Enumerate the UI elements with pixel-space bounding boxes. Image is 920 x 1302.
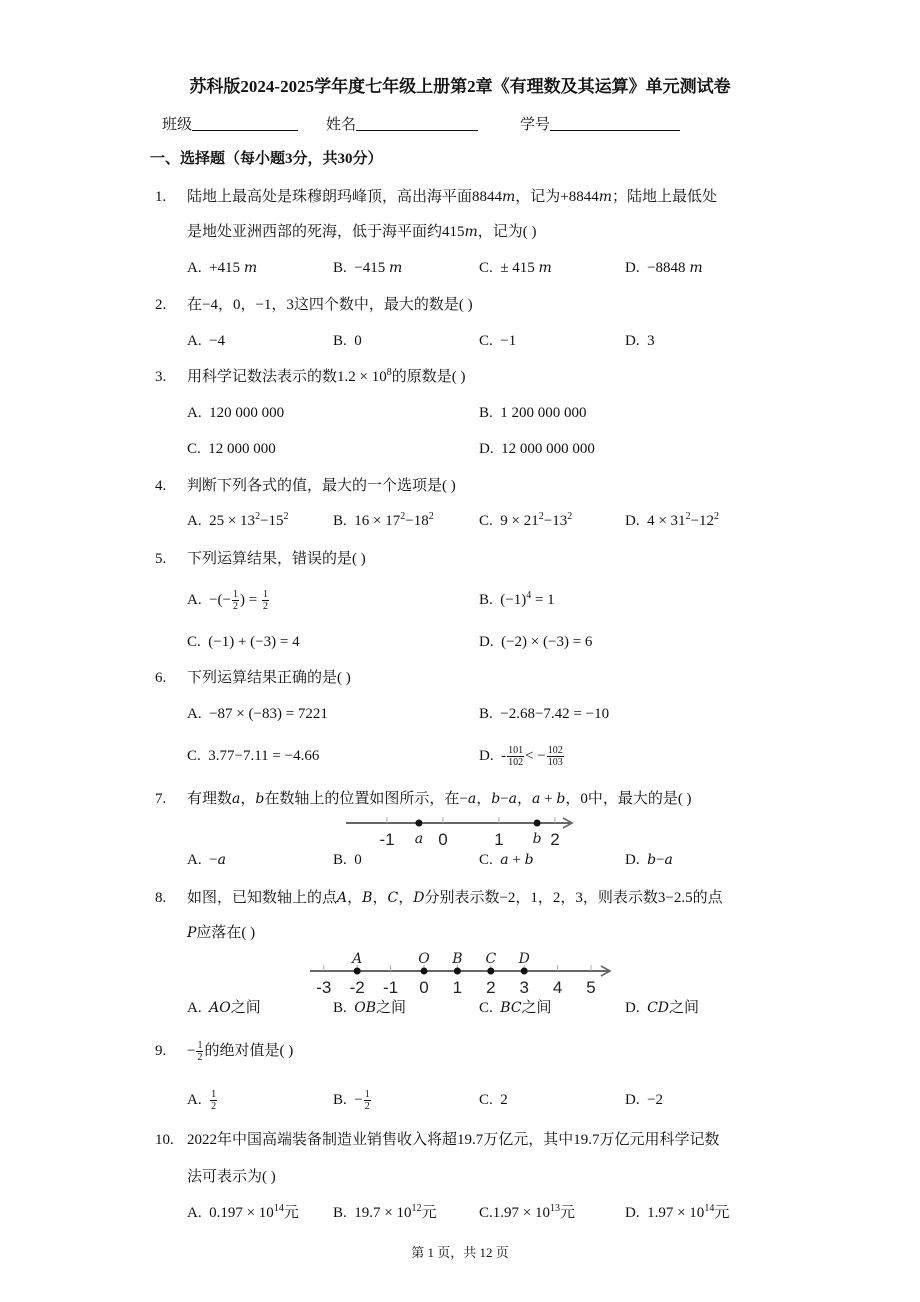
option-label: C. [187, 441, 209, 457]
exponent: 14 [273, 1203, 284, 1214]
point-marker [487, 968, 494, 975]
document-title: 苏科版2024-2025学年度七年级上册第2章《有理数及其运算》单元测试卷 [189, 77, 731, 96]
text-run: (−1) + (−3) = 4 [208, 634, 300, 650]
question-number: 1. [155, 189, 167, 205]
text-run: 的绝对值是( ) [204, 1043, 294, 1059]
option-label: A. [187, 706, 210, 722]
text-run: −12 [690, 513, 715, 529]
text-run: 的原数是( ) [391, 369, 466, 385]
section-heading: 一、选择题（每小题3分，共30分） [150, 151, 383, 167]
point-label: C [485, 951, 497, 967]
numerator: 102 [547, 745, 563, 757]
option-label: D. [625, 852, 648, 868]
option-label: B. [333, 852, 355, 868]
text-run: − [187, 1043, 196, 1059]
tick-label: 0 [438, 830, 448, 849]
text-run: −8848 [647, 260, 690, 276]
text-run: 120 000 000 [209, 405, 285, 421]
text-run: ，记为( ) [477, 224, 537, 240]
text-run: −(− [209, 592, 232, 608]
denominator: 2 [364, 1101, 370, 1113]
denominator: 2 [197, 1052, 203, 1064]
text-run: 是地处亚洲西部的死海，低于海平面约415 [187, 224, 465, 240]
option-label: C. [479, 333, 501, 349]
math-variable: m [243, 260, 258, 276]
point-marker [454, 968, 461, 975]
tick-label: -1 [379, 830, 395, 849]
question-number: 5. [155, 551, 167, 567]
option-label: C. [479, 1000, 501, 1016]
math-variable: a [500, 852, 509, 868]
text-run: − [656, 852, 665, 868]
text-run: 2 [500, 1092, 508, 1108]
math-variable: b [255, 791, 265, 807]
text-run: - [501, 748, 507, 764]
text-run: 元 [421, 1205, 437, 1221]
numerator: 1 [197, 1040, 203, 1052]
text-run: 1.97 × 10 [647, 1205, 705, 1221]
text-run: ) = [240, 592, 261, 608]
math-variable: m [502, 189, 516, 205]
text-run: 2022年中国高端装备制造业销售收入将超19.7万亿元，其中19.7万亿元用科学记数 [187, 1132, 720, 1148]
point-label: D [518, 951, 530, 967]
text-run: −13 [543, 513, 568, 529]
question-number: 6. [155, 670, 167, 686]
option-label: A. [187, 852, 210, 868]
exponent: 2 [538, 511, 544, 522]
question-number: 9. [155, 1043, 167, 1059]
math-variable: BC [500, 1000, 522, 1016]
point-label: a [414, 831, 424, 847]
math-variable: a [232, 791, 241, 807]
text-run: ， [372, 890, 388, 906]
text-run: − [354, 1092, 363, 1108]
tick-label: -3 [316, 978, 332, 997]
text-run: (−1) [500, 592, 527, 608]
point-label: O [418, 951, 430, 967]
option-label: D. [479, 634, 502, 650]
option-label: D. [625, 1092, 648, 1108]
math-variable: a [508, 791, 517, 807]
math-variable: m [538, 260, 552, 276]
text-run: < − [525, 748, 546, 764]
math-variable: a [664, 852, 673, 868]
text-run: +415 [209, 260, 244, 276]
tick-label: 2 [486, 978, 496, 997]
text-run: ，记为+8844 [515, 189, 599, 205]
text-run: 分别表示数−2，1，2，3，则表示数3−2.5的点 [424, 890, 723, 906]
text-run: 之间 [376, 1000, 407, 1016]
tick-label: 1 [452, 978, 463, 997]
text-run: 下列运算结果，错误的是( ) [187, 551, 366, 567]
option-label: B. [479, 405, 501, 421]
math-variable: P [187, 925, 197, 941]
option-label: D. [479, 441, 502, 457]
exponent: 2 [685, 511, 691, 522]
option-label: C. [479, 260, 501, 276]
text-run: 16 × 17 [354, 513, 401, 529]
option-label: D. [479, 748, 502, 764]
text-run: ， [517, 791, 533, 807]
denominator: 2 [211, 1101, 217, 1113]
text-run: + [508, 852, 525, 868]
math-variable: m [689, 260, 703, 276]
option-label: D. [625, 1205, 648, 1221]
point-label: A [352, 951, 363, 967]
option-label: A. [187, 1092, 210, 1108]
tick-label: 1 [494, 830, 504, 849]
student-id-label: 学号 [520, 117, 551, 133]
text-run: ， [476, 791, 492, 807]
math-variable: AO [209, 1000, 231, 1016]
exponent: 13 [549, 1203, 560, 1214]
option-label: A. [187, 260, 210, 276]
text-run: ；陆地上最低处 [612, 189, 718, 205]
point-marker [415, 820, 422, 827]
math-variable: a [467, 791, 477, 807]
math-variable: b [524, 852, 534, 868]
math-variable: m [598, 189, 613, 205]
text-run: 用科学记数法表示的数1.2 × 10 [187, 369, 387, 385]
text-run: 如图，已知数轴上的点 [187, 890, 338, 906]
math-variable: D [413, 890, 425, 906]
text-run: − [500, 791, 509, 807]
option-label: C. [479, 1205, 493, 1221]
math-variable: b [491, 791, 501, 807]
numerator: 1 [262, 589, 268, 601]
option-label: B. [479, 592, 501, 608]
text-run: 之间 [230, 1000, 261, 1016]
numerator: 1 [211, 1089, 217, 1101]
text-run: 9 × 21 [500, 513, 539, 529]
option-label: B. [333, 333, 355, 349]
point-marker [521, 968, 528, 975]
math-variable: b [556, 791, 566, 807]
text-run: 19.7 × 10 [354, 1205, 412, 1221]
text-run: −2.68−7.42 = −10 [500, 706, 610, 722]
text-run: ， [347, 890, 363, 906]
name-label: 姓名 [326, 117, 357, 133]
denominator: 2 [233, 601, 239, 613]
text-run: 0 [354, 333, 362, 349]
text-run: 1.97 × 10 [492, 1205, 550, 1221]
tick-label: 0 [419, 978, 429, 997]
math-variable: a [532, 791, 541, 807]
point-label: b [532, 831, 542, 847]
question-number: 10. [155, 1132, 174, 1148]
option-label: D. [625, 1000, 648, 1016]
question-number: 4. [155, 478, 167, 494]
option-label: A. [187, 405, 210, 421]
math-variable: OB [354, 1000, 377, 1016]
question-number: 7. [155, 791, 167, 807]
text-run: ，0中，最大的是( ) [565, 791, 692, 807]
option-label: B. [479, 706, 501, 722]
text-run: −1 [500, 333, 517, 349]
text-run: 法可表示为( ) [187, 1169, 276, 1185]
text-run: 12 000 000 [208, 441, 276, 457]
question-number: 3. [155, 369, 167, 385]
text-run: 0 [354, 852, 362, 868]
text-run: 1 200 000 000 [500, 405, 587, 421]
option-label: B. [333, 1092, 355, 1108]
text-run: 之间 [669, 1000, 700, 1016]
question-number: 8. [155, 890, 167, 906]
math-variable: A [337, 890, 348, 906]
point-label: B [452, 951, 463, 967]
exponent: 2 [567, 511, 573, 522]
text-run: 元 [283, 1205, 299, 1221]
text-run: 元 [714, 1205, 730, 1221]
text-run: (−2) × (−3) = 6 [501, 634, 593, 650]
text-run: 之间 [521, 1000, 552, 1016]
option-label: D. [625, 260, 648, 276]
text-run: ， [398, 890, 414, 906]
option-label: B. [333, 1000, 355, 1016]
point-marker [534, 820, 541, 827]
math-variable: C [387, 890, 399, 906]
option-label: C. [187, 748, 209, 764]
text-run: 3 [647, 333, 655, 349]
tick-label: 4 [552, 978, 563, 997]
exponent: 2 [428, 511, 434, 522]
numerator: 1 [233, 589, 239, 601]
denominator: 103 [547, 757, 563, 769]
text-run: 有理数 [187, 791, 233, 807]
tick-label: 5 [586, 978, 596, 997]
text-run: 0.197 × 10 [209, 1205, 274, 1221]
text-run: 12 000 000 000 [501, 441, 595, 457]
option-label: A. [187, 1000, 210, 1016]
text-run: 在−4，0，−1，3这四个数中，最大的数是( ) [187, 297, 473, 313]
option-label: B. [333, 1205, 355, 1221]
text-run: ， [240, 791, 256, 807]
option-label: C. [187, 634, 209, 650]
option-label: A. [187, 513, 210, 529]
point-marker [421, 968, 428, 975]
text-run: −87 × (−83) = 7221 [209, 706, 328, 722]
math-variable: m [388, 260, 403, 276]
exponent: 2 [255, 511, 261, 522]
exponent: 14 [704, 1203, 715, 1214]
math-variable: a [217, 852, 226, 868]
option-label: A. [187, 1205, 210, 1221]
text-run: −15 [260, 513, 284, 529]
text-run: + [540, 791, 557, 807]
numerator: 1 [364, 1089, 370, 1101]
text-run: 应落在( ) [196, 925, 256, 941]
option-label: C. [479, 1092, 501, 1108]
exponent: 2 [714, 511, 720, 522]
exponent: 12 [411, 1203, 422, 1214]
option-label: C. [479, 852, 501, 868]
text-run: 下列运算结果正确的是( ) [187, 670, 351, 686]
text-run: 4 × 31 [647, 513, 686, 529]
numerator: 101 [508, 745, 524, 757]
option-label: A. [187, 592, 210, 608]
exponent: 8 [386, 367, 392, 378]
point-marker [354, 968, 361, 975]
math-variable: B [362, 890, 373, 906]
text-run: − [209, 852, 218, 868]
page-footer: 第 1 页，共 12 页 [411, 1245, 509, 1260]
text-run: 3.77−7.11 = −4.66 [208, 748, 320, 764]
text-run: 在数轴上的位置如图所示，在− [264, 791, 468, 807]
text-run: 25 × 13 [209, 513, 256, 529]
question-number: 2. [155, 297, 167, 313]
denominator: 102 [508, 757, 524, 769]
text-run: = 1 [531, 592, 555, 608]
class-label: 班级 [162, 117, 193, 133]
text-run: 元 [559, 1205, 575, 1221]
tick-label: -2 [349, 978, 365, 997]
tick-label: 2 [550, 830, 560, 849]
option-label: D. [625, 333, 648, 349]
text-run: −4 [209, 333, 226, 349]
text-run: −415 [354, 260, 389, 276]
option-label: D. [625, 513, 648, 529]
exponent: 4 [526, 590, 532, 601]
option-label: C. [479, 513, 501, 529]
text-run: 判断下列各式的值，最大的一个选项是( ) [187, 478, 456, 494]
text-run: −2 [647, 1092, 664, 1108]
text-run: 陆地上最高处是珠穆朗玛峰顶，高出海平面8844 [187, 189, 503, 205]
math-variable: m [464, 224, 478, 240]
option-label: B. [333, 513, 355, 529]
exponent: 2 [400, 511, 406, 522]
math-variable: b [647, 852, 657, 868]
math-variable: CD [647, 1000, 670, 1016]
tick-label: 3 [519, 978, 529, 997]
exponent: 2 [283, 511, 289, 522]
denominator: 2 [262, 601, 268, 613]
text-run: ± 415 [500, 260, 539, 276]
tick-label: -1 [383, 978, 399, 997]
option-label: B. [333, 260, 355, 276]
option-label: A. [187, 333, 210, 349]
text-run: −18 [405, 513, 429, 529]
